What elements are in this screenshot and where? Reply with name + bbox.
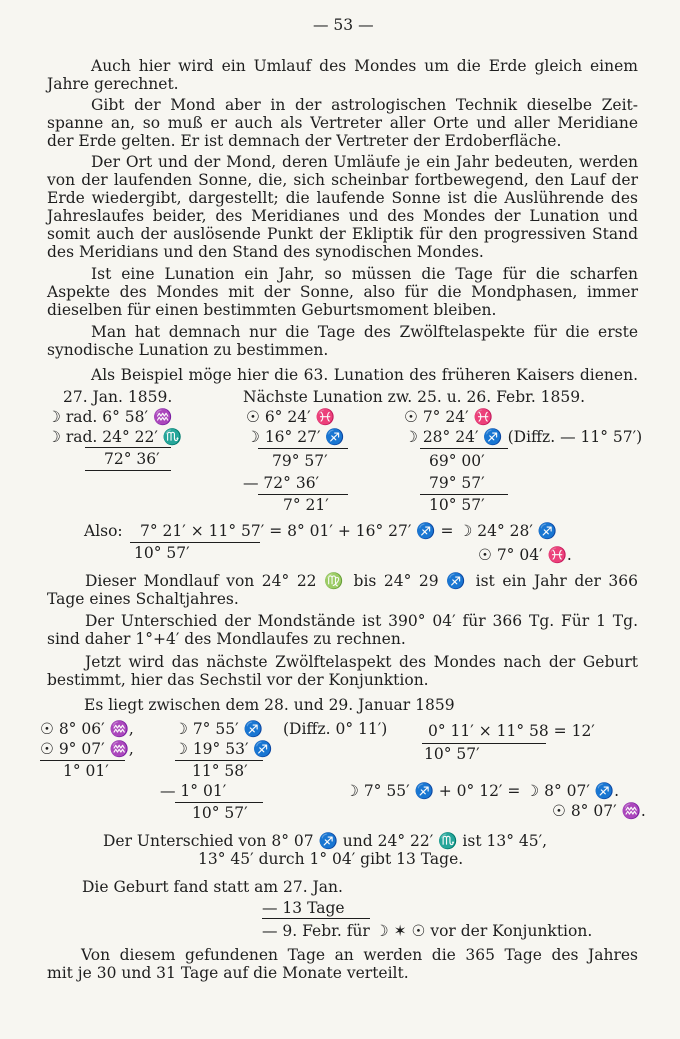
para9-line1: Jetzt wird das nächste Zwölftelaspekt des Mondes nach der Geburt (85, 653, 638, 671)
para3-line5: somit auch der auslösende Punkt der Ekliptik für den progressiven Stand (47, 225, 638, 243)
example2-c1-diff: 1° 01′ (63, 762, 109, 780)
example2-frac-rule (422, 743, 546, 744)
para4-line2: Aspekte des Mondes mit der Sonne, also für die Mondphasen, immer (47, 283, 638, 301)
example1-c2-result: 7° 21′ (283, 496, 329, 514)
example1-diff: 72° 36′ (104, 450, 160, 468)
example1-c2-sun: ☉ 6° 24′ ♓ (246, 408, 335, 426)
para4-line1: Ist eine Lunation ein Jahr, so müssen die Tage für die scharfen (91, 265, 638, 283)
para5-line2: synodische Lunation zu bestimmen. (47, 341, 329, 359)
example1-c2-rule2 (258, 494, 348, 495)
example1-also-den: 10° 57′ (134, 544, 190, 562)
final-line2: mit je 30 und 31 Tage auf die Monate verteilt. (47, 964, 409, 982)
example1-date: 27. Jan. 1859. (63, 388, 173, 406)
example2-c1-rule (40, 760, 125, 761)
diff-line2: 13° 45′ durch 1° 04′ gibt 13 Tage. (198, 850, 464, 868)
para2-line2: spanne an, so muß er auch als Vertreter aller Orte und aller Meridiane (47, 114, 638, 132)
example2-c2-result: 10° 57′ (192, 804, 248, 822)
example1-c3-result: 10° 57′ (429, 496, 485, 514)
example1-rad1: ☽ rad. 6° 58′ ♒ (47, 408, 173, 426)
para7-line1: Dieser Mondlauf von 24° 22 ♍ bis 24° 29 ♐ ist ein Jahr der 366 (85, 572, 638, 590)
example1-rule2 (85, 470, 171, 471)
para1-line2: Jahre gerechnet. (47, 75, 179, 93)
para8-line2: sind daher 1°+4′ des Mondlaufes zu rechnen. (47, 630, 406, 648)
para3-line1: Der Ort und der Mond, deren Umläufe je ein Jahr bedeuten, werden (91, 153, 638, 171)
diff-line1: Der Unterschied von 8° 07 ♐ und 24° 22′ ♏ ist 13° 45′, (103, 832, 548, 850)
example2-c2-moon2: ☽ 19° 53′ ♐ (174, 740, 273, 758)
example2-c2-diff: 11° 58′ (192, 762, 248, 780)
example2-c2-sub: — 1° 01′ (160, 782, 227, 800)
example2-result: ☽ 7° 55′ ♐ + 0° 12′ = ☽ 8° 07′ ♐. (345, 782, 620, 800)
example1-c2-sum: 79° 57′ (272, 452, 328, 470)
para3-line3: Erde wiedergibt, dargestellt; die laufende Sonne ist die Auslührende des (47, 189, 638, 207)
para4-line3: dieselben für einen bestimmten Geburtsmoment bleiben. (47, 301, 497, 319)
example2-diffz: (Diffz. 0° 11′) (283, 720, 388, 738)
example1-also-sun: ☉ 7° 04′ ♓. (478, 546, 572, 564)
para6-line1: Als Beispiel möge hier die 63. Lunation des früheren Kaisers dienen. (91, 366, 638, 384)
example2-c2-moon1: ☽ 7° 55′ ♐ (174, 720, 263, 738)
example1-c3-sun: ☉ 7° 24′ ♓ (404, 408, 493, 426)
example1-c2-moon: ☽ 16° 27′ ♐ (246, 428, 345, 446)
example1-c2-sub: — 72° 36′ (243, 474, 320, 492)
final-line1: Von diesem gefundenen Tage an werden die 365 Tage des Jahres (81, 946, 638, 964)
example2-c1-sun2: ☉ 9° 07′ ♒, (40, 740, 134, 758)
example1-c2-rule1 (258, 448, 348, 449)
example1-c3-moon: ☽ 28° 24′ ♐ (Diffz. — 11° 57′) (404, 428, 643, 446)
example2-heading: Es liegt zwischen dem 28. und 29. Januar 1859 (84, 696, 455, 714)
example2-c1-sun1: ☉ 8° 06′ ♒, (40, 720, 134, 738)
example1-also-rule (130, 542, 260, 543)
example2-c2-rule2 (175, 802, 263, 803)
para2-line1: Gibt der Mond aber in der astrologischen Technik dieselbe Zeit- (91, 96, 638, 114)
para3-line4: Jahreslaufes beider, des Meridianes und des Mondes der Lunation und (47, 207, 638, 225)
para3-line6: des Meridians und den Stand des synodischen Mondes. (47, 243, 484, 261)
para1-line1: Auch hier wird ein Umlauf des Mondes um die Erde gleich einem (91, 57, 638, 75)
example1-c3-val: 69° 00′ (429, 452, 485, 470)
example1-also-expr: 7° 21′ × 11° 57′ = 8° 01′ + 16° 27′ ♐ = ☽ 24° 28′ ♐ (140, 522, 558, 540)
example1-c3-rule2 (420, 494, 508, 495)
example2-frac-num: 0° 11′ × 11° 58 = 12′ (428, 722, 595, 740)
example1-rule1 (85, 447, 171, 448)
para7-line2: Tage eines Schaltjahres. (47, 590, 239, 608)
para9-line2: bestimmt, hier das Sechstil vor der Konjunktion. (47, 671, 429, 689)
example2-c2-rule1 (175, 760, 263, 761)
example1-c3-rule1 (420, 448, 508, 449)
para3-line2: von der laufenden Sonne, die, sich scheinbar fortbewegend, den Lauf der (47, 171, 638, 189)
para2-line3: der Erde gelten. Er ist demnach der Vertreter der Erdoberfläche. (47, 132, 562, 150)
example2-result-sun: ☉ 8° 07′ ♒. (552, 802, 646, 820)
example1-c3-sub: 79° 57′ (429, 474, 485, 492)
example1-also-label: Also: (84, 522, 123, 540)
birth-result: — 9. Febr. für ☽ ✶ ☉ vor der Konjunktion. (262, 922, 593, 940)
para5-line1: Man hat demnach nur die Tage des Zwölftelaspekte für die erste (91, 323, 638, 341)
example1-heading: Nächste Lunation zw. 25. u. 26. Febr. 1859. (243, 388, 586, 406)
para8-line1: Der Unterschied der Mondstände ist 390° 04′ für 366 Tg. Für 1 Tg. (85, 612, 638, 630)
example1-rad2: ☽ rad. 24° 22′ ♏ (47, 428, 183, 446)
birth-add: — 13 Tage (262, 899, 345, 917)
birth-line: Die Geburt fand statt am 27. Jan. (82, 878, 343, 896)
page-number: — 53 — (313, 16, 374, 34)
example2-frac-den: 10° 57′ (424, 745, 480, 763)
birth-rule (262, 918, 370, 919)
